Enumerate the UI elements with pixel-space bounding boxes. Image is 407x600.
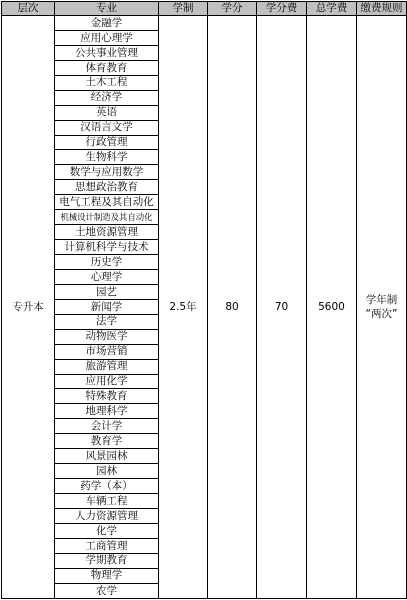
- header-payment-rule: 缴费规则: [357, 2, 407, 16]
- major-cell: 法学: [55, 314, 159, 329]
- payment-rule-line2: “两次”: [365, 308, 398, 320]
- payment-rule-text: [366, 293, 398, 321]
- major-cell: 思想政治教育: [55, 180, 159, 195]
- major-cell: 计算机科学与技术: [55, 240, 159, 255]
- major-cell: 旅游管理: [55, 359, 159, 374]
- major-cell: 物理学: [55, 568, 159, 583]
- header-row: [2, 2, 407, 16]
- major-cell: 数学与应用数学: [55, 165, 159, 180]
- level-cell: 专升本: [2, 16, 55, 599]
- credits-cell: 80: [208, 16, 257, 599]
- major-cell: 应用化学: [55, 374, 159, 389]
- major-cell: 机械设计制造及其自动化: [55, 210, 159, 225]
- major-cell: 土木工程: [55, 75, 159, 90]
- major-cell: 园艺: [55, 284, 159, 299]
- major-cell: 工商管理: [55, 538, 159, 553]
- major-cell: 化学: [55, 523, 159, 538]
- fee-table: [1, 1, 407, 599]
- table-row: [2, 16, 407, 31]
- major-cell: 农学: [55, 583, 159, 598]
- header-duration: 学制: [159, 2, 208, 16]
- header-credit-fee: 学分费: [257, 2, 307, 16]
- header-total-fee: 总学费: [307, 2, 357, 16]
- major-cell: 动物医学: [55, 329, 159, 344]
- major-cell: 会计学: [55, 419, 159, 434]
- major-cell: 汉语言文学: [55, 120, 159, 135]
- major-cell: 心理学: [55, 269, 159, 284]
- payment-rule-cell: [357, 16, 407, 599]
- major-cell: 经济学: [55, 90, 159, 105]
- major-cell: 特殊教育: [55, 389, 159, 404]
- header-level: 层次: [2, 2, 55, 16]
- major-cell: 公共事业管理: [55, 45, 159, 60]
- major-cell: 电气工程及其自动化: [55, 195, 159, 210]
- major-cell: 金融学: [55, 16, 159, 31]
- major-cell: 地理科学: [55, 404, 159, 419]
- major-cell: 园林: [55, 464, 159, 479]
- header-major: 专业: [55, 2, 159, 16]
- payment-rule-line1: 学年制: [365, 293, 398, 306]
- major-cell: 土地资源管理: [55, 225, 159, 240]
- major-cell: 教育学: [55, 434, 159, 449]
- major-cell: 历史学: [55, 255, 159, 270]
- major-cell: 车辆工程: [55, 494, 159, 509]
- major-cell: 市场营销: [55, 344, 159, 359]
- major-cell: 体育教育: [55, 60, 159, 75]
- duration-cell: 2.5年: [159, 16, 208, 599]
- table-body: [2, 16, 407, 599]
- major-cell: 生物科学: [55, 150, 159, 165]
- major-cell: 新闻学: [55, 299, 159, 314]
- total-fee-cell: 5600: [307, 16, 357, 599]
- credit-fee-cell: 70: [257, 16, 307, 599]
- major-cell: 行政管理: [55, 135, 159, 150]
- major-cell: 英语: [55, 105, 159, 120]
- major-cell: 应用心理学: [55, 30, 159, 45]
- major-cell: 风景园林: [55, 449, 159, 464]
- header-credits: 学分: [208, 2, 257, 16]
- major-cell: 人力资源管理: [55, 508, 159, 523]
- major-cell: 学期教育: [55, 553, 159, 568]
- major-cell: 药学（本）: [55, 479, 159, 494]
